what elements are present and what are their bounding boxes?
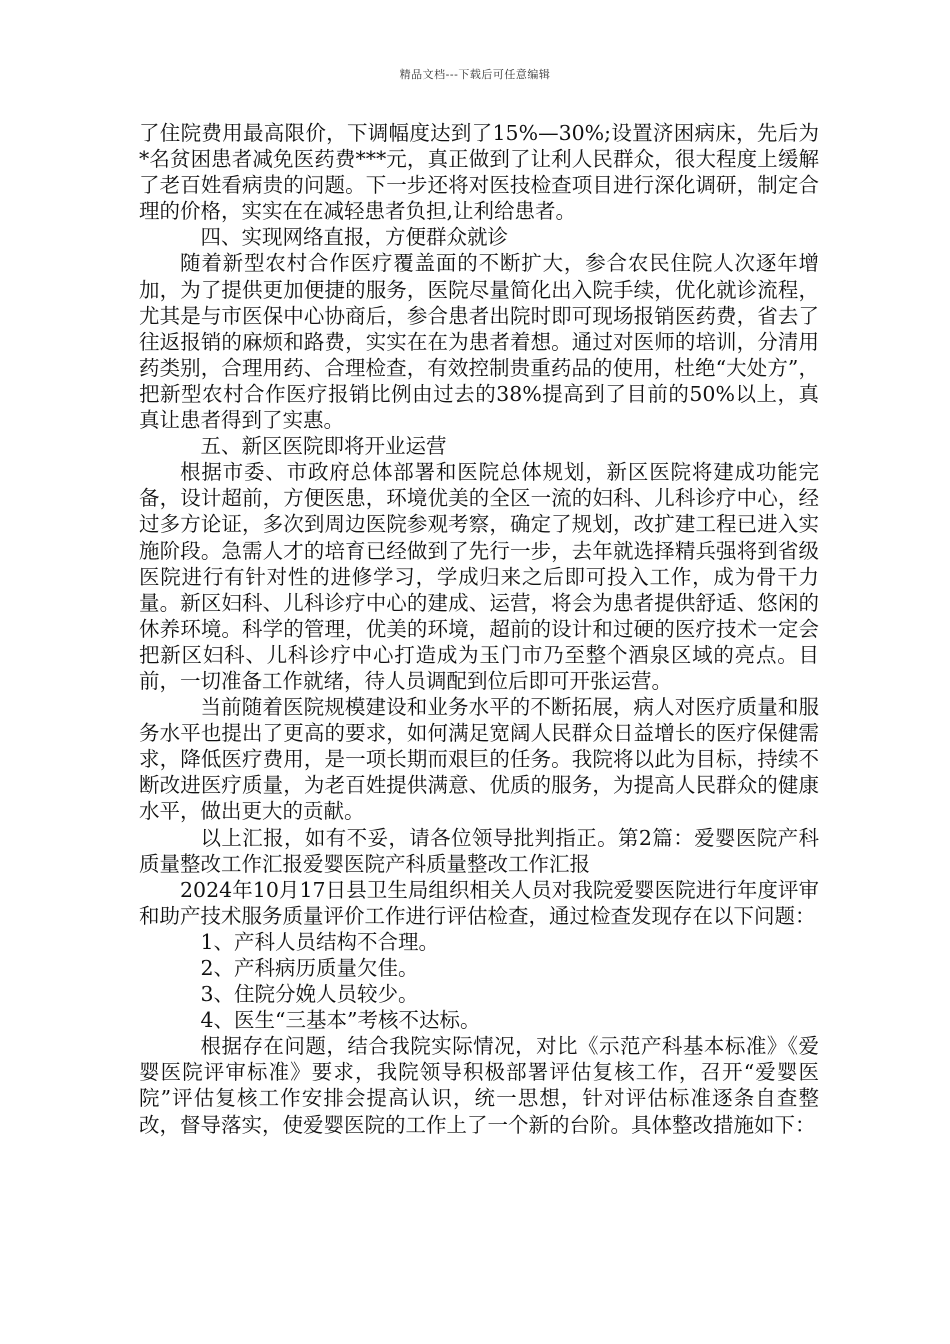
paragraph-closing-and-title: 以上汇报，如有不妥，请各位领导批判指正。第2篇：爱婴医院产科质量整改工作汇报爱婴医院产科质量整改工作汇报 bbox=[139, 825, 819, 876]
section-heading-4: 四、实现网络直报，方便群众就诊 bbox=[200, 225, 508, 250]
list-item: 2、产科病历质量欠佳。 bbox=[200, 956, 419, 980]
paragraph-rectification-measures: 根据存在问题，结合我院实际情况，对比《示范产科基本标准》《爱婴医院评审标准》要求，我院领导积极部署评估复核工作，召开“爱婴医院”评估复核工作安排会提高认识，统一思想，针对评估标准逐条自查整改，督导落实，使爱婴医院的工作上了一个新的台阶。具体整改措施如下： bbox=[139, 1034, 819, 1137]
paragraph-new-district-hospital: 根据市委、市政府总体部署和医院总体规划，新区医院将建成功能完备，设计超前，方便医患，环境优美的全区一流的妇科、儿科诊疗中心，经过多方论证，多次到周边医院参观考察，确定了规划，改扩建工程已进入实施阶段。急需人才的培育已经做到了先行一步，去年就选择精兵强将到省级医院进行有针对性的进修学习，学成归来之后即可投入工作，成为骨干力量。新区妇科、儿科诊疗中心的建成、运营，将会为患者提供舒适、悠闲的休养环境。科学的管理，优美的环境，超前的设计和过硬的医疗技术一定会把新区妇科、儿科诊疗中心打造成为玉门市乃至整个酒泉区域的亮点。目前，一切准备工作就绪，待人员调配到位后即可开张运营。 bbox=[139, 460, 819, 693]
list-item: 1、产科人员结构不合理。 bbox=[200, 929, 440, 954]
list-item: 4、医生“三基本”考核不达标。 bbox=[200, 1008, 481, 1033]
paragraph-conclusion: 当前随着医院规模建设和业务水平的不断拓展，病人对医疗质量和服务水平也提出了更高的要求，如何满足宽阔人民群众日益增长的医疗保健需求，降低医疗费用，是一项长期而艰巨的任务。我院将以此为目标，持续不断改进医疗质量，为老百姓提供满意、优质的服务，为提高人民群众的健康水平，做出更大的贡献。 bbox=[139, 695, 819, 824]
paragraph-network-reporting: 随着新型农村合作医疗覆盖面的不断扩大，参合农民住院人次逐年增加，为了提供更加便捷的服务，医院尽量简化出入院手续，优化就诊流程，尤其是与市医保中心协商后，参合患者出院时即可现场报销医药费，省去了往返报销的麻烦和路费，实实在在为患者着想。通过对医师的培训，分清用药类别，合理用药、合理检查，有效控制贵重药品的使用，杜绝“大处方”，把新型农村合作医疗报销比例由过去的38%提高到了目前的50%以上，真真让患者得到了实惠。 bbox=[139, 251, 819, 433]
paragraph-continuation: 了住院费用最高限价，下调幅度达到了15%—30%;设置济困病床，先后为*名贫困患者减免医药费***元，真正做到了让利人民群众，很大程度上缓解了老百姓看病贵的问题。下一步还将对医技检查项目进行深化调研，制定合理的价格，实实在在减轻患者负担,让利给患者。 bbox=[139, 121, 819, 224]
list-item: 3、住院分娩人员较少。 bbox=[200, 982, 419, 1007]
document-body bbox=[139, 120, 819, 1138]
section-heading-5: 五、新区医院即将开业运营 bbox=[200, 434, 447, 459]
paragraph-inspection-intro: 2024年10月17日县卫生局组织相关人员对我院爱婴医院进行年度评审和助产技术服务质量评价工作进行评估检查，通过检查发现存在以下问题： bbox=[139, 877, 819, 928]
page-header: 精品文档---下载后可任意编辑 bbox=[399, 68, 551, 81]
